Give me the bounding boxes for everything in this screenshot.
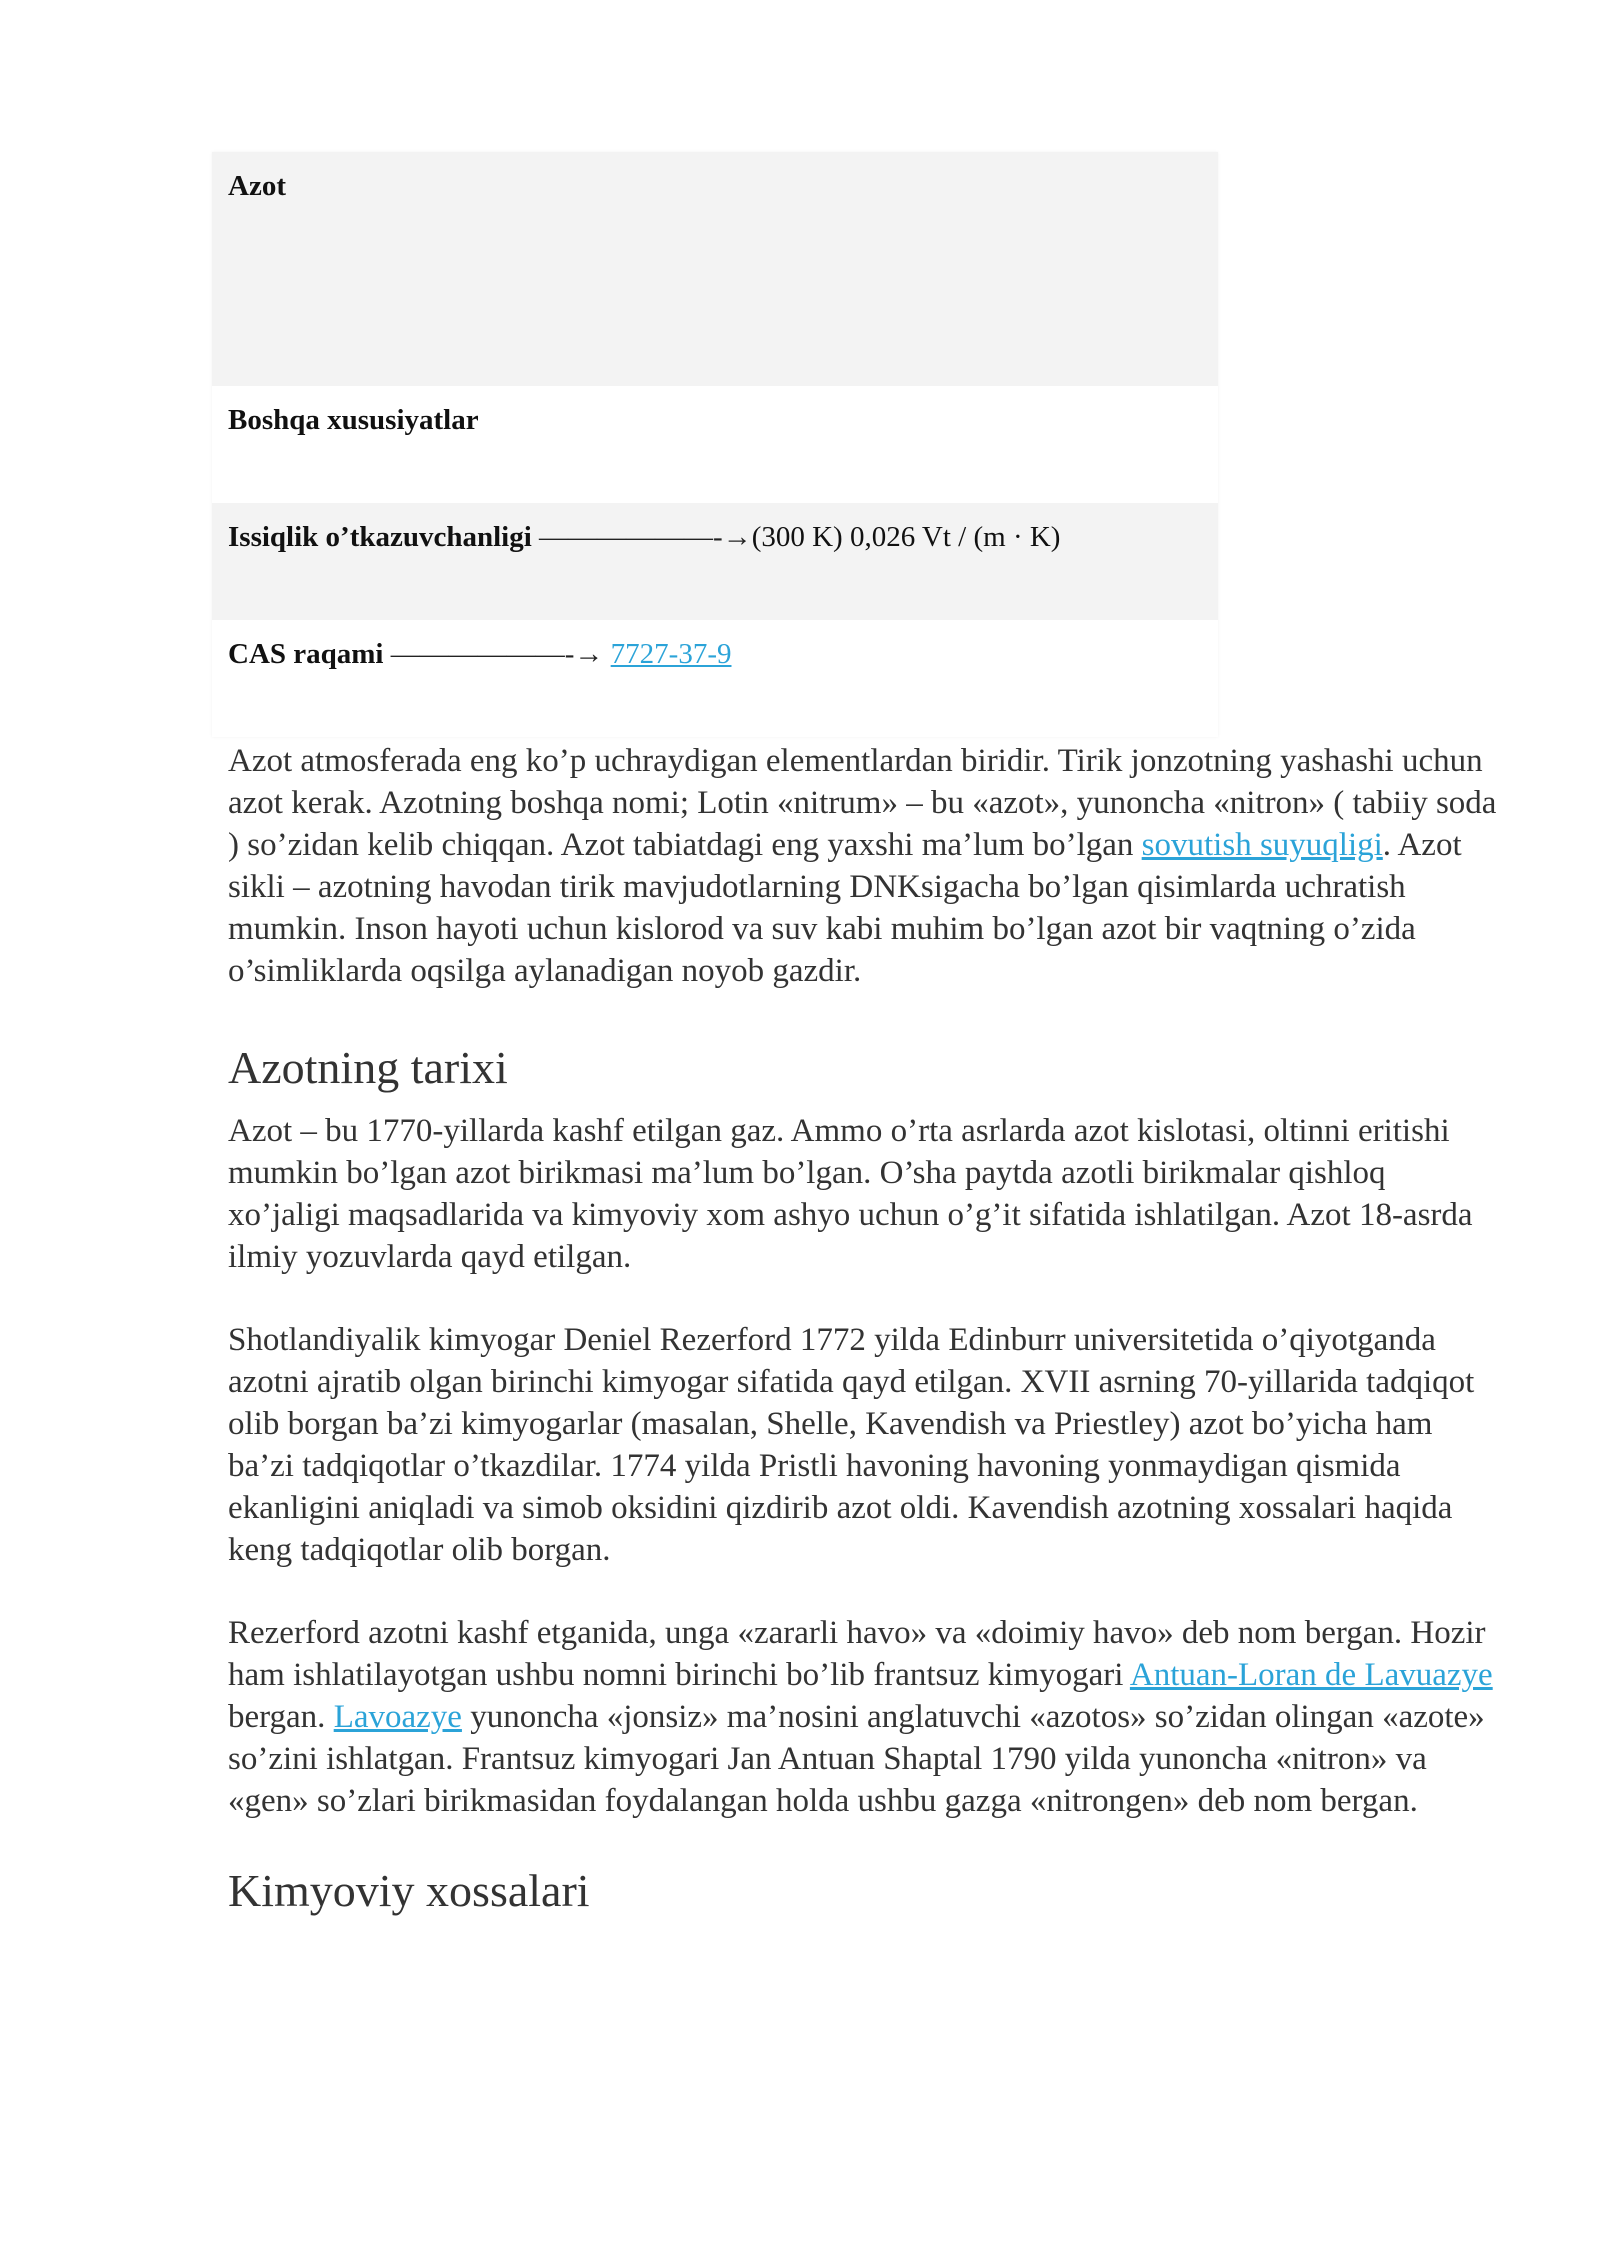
- intro-text-2: . Azot sikli – azotning havodan tirik mavjudotlarning DNKsigacha bo’lgan qisimlarda uchratish mumkin. Inson hayoti uchun kislorod va suv kabi muhim bo’lgan azot bir vaqtning o’zida o’simliklarda oqsilga aylanadigan noyob gazdir.: [228, 827, 1462, 989]
- infobox-title-row: [212, 152, 1218, 269]
- thermal-conductivity-value: (300 K) 0,026 Vt / (m · K): [751, 521, 1061, 553]
- chemical-properties-heading: Kimyoviy xossalari: [228, 1865, 590, 1916]
- lavoisier-full-link[interactable]: Antuan-Loran de Lavuazye: [1129, 1657, 1493, 1693]
- infobox-section-heading: Boshqa xususiyatlar: [228, 404, 479, 436]
- cas-number-label: CAS raqami: [228, 638, 384, 670]
- infobox-section-row: [212, 386, 1218, 503]
- history-p3-text-1: Rezerford azotni kashf etganida, unga «zararli havo» va «doimiy havo» deb nom bergan. Hozir ham ishlatilayotgan ushbu nomni birinchi bo’lib frantsuz kimyogari: [228, 1615, 1486, 1693]
- cas-arrow: ——————-→: [383, 638, 611, 670]
- history-paragraph-2: Shotlandiyalik kimyogar Deniel Rezerford 1772 yilda Edinburr universitetida o’qiyotganda azotni ajratib olgan birinchi kimyogar sifatida qayd etilgan. XVII asrning 70-yillarida tadqiqot olib borgan ba’zi kimyogarlar (masalan, Shelle, Kavendish va Priestley) azot bo’yicha ham ba’zi tadqiqotlar o’tkazdilar. 1774 yilda Pristli havoning havoning yonmaydigan qismida ekanligini aniqladi va simob oksidini qizdirib azot oldi. Kavendish azotning xossalari haqida keng tadqiqotlar olib borgan.: [228, 1322, 1475, 1568]
- intro-paragraph: [228, 740, 1498, 992]
- history-paragraph-3: [228, 1612, 1498, 1822]
- cas-number-link[interactable]: 7727-37-9: [610, 638, 732, 670]
- intro-text-1: Azot atmosferada eng ko’p uchraydigan elementlardan biridir. Tirik jonzotning yashashi uchun azot kerak. Azotning boshqa nomi; Lotin «nitrum» – bu «azot», yunoncha «nitron» ( tabiiy soda ) so’zidan kelib chiqqan. Azot tabiatdagi eng yaxshi ma’lum bo’lgan: [228, 743, 1497, 863]
- coolant-link[interactable]: sovutish suyuqligi: [1141, 827, 1383, 863]
- lavoisier-link[interactable]: Lavoazye: [333, 1699, 462, 1735]
- infobox-thermal-row: [212, 503, 1218, 620]
- article-body: [228, 740, 1498, 1933]
- history-paragraph-1: Azot – bu 1770-yillarda kashf etilgan gaz. Ammo o’rta asrlarda azot kislotasi, oltinni eritishi mumkin bo’lgan azot birikmasi ma’lum bo’lgan. O’sha paytda azotli birikmalar qishloq xo’jaligi maqsadlarida va kimyoviy xom ashyo uchun o’g’it sifatida ishlatilgan. Azot 18-asrda ilmiy yozuvlarda qayd etilgan.: [228, 1113, 1473, 1275]
- element-infobox: [212, 152, 1218, 737]
- infobox-title: Azot: [228, 170, 286, 202]
- history-heading: Azotning tarixi: [228, 1042, 508, 1093]
- infobox-image-row: [212, 269, 1218, 386]
- history-p3-text-2: bergan.: [228, 1699, 334, 1735]
- history-p3-text-3: yunoncha «jonsiz» ma’nosini anglatuvchi «azotos» so’zidan olingan «azote» so’zini ishlatgan. Frantsuz kimyogari Jan Antuan Shaptal 1790 yilda yunoncha «nitron» va «gen» so’zlari birikmasidan foydalangan holda ushbu gazga «nitrongen» deb nom bergan.: [228, 1699, 1485, 1819]
- thermal-arrow: ——————-→: [531, 521, 752, 553]
- thermal-conductivity-label: Issiqlik o’tkazuvchanligi: [228, 521, 532, 553]
- infobox-cas-row: [212, 620, 1218, 737]
